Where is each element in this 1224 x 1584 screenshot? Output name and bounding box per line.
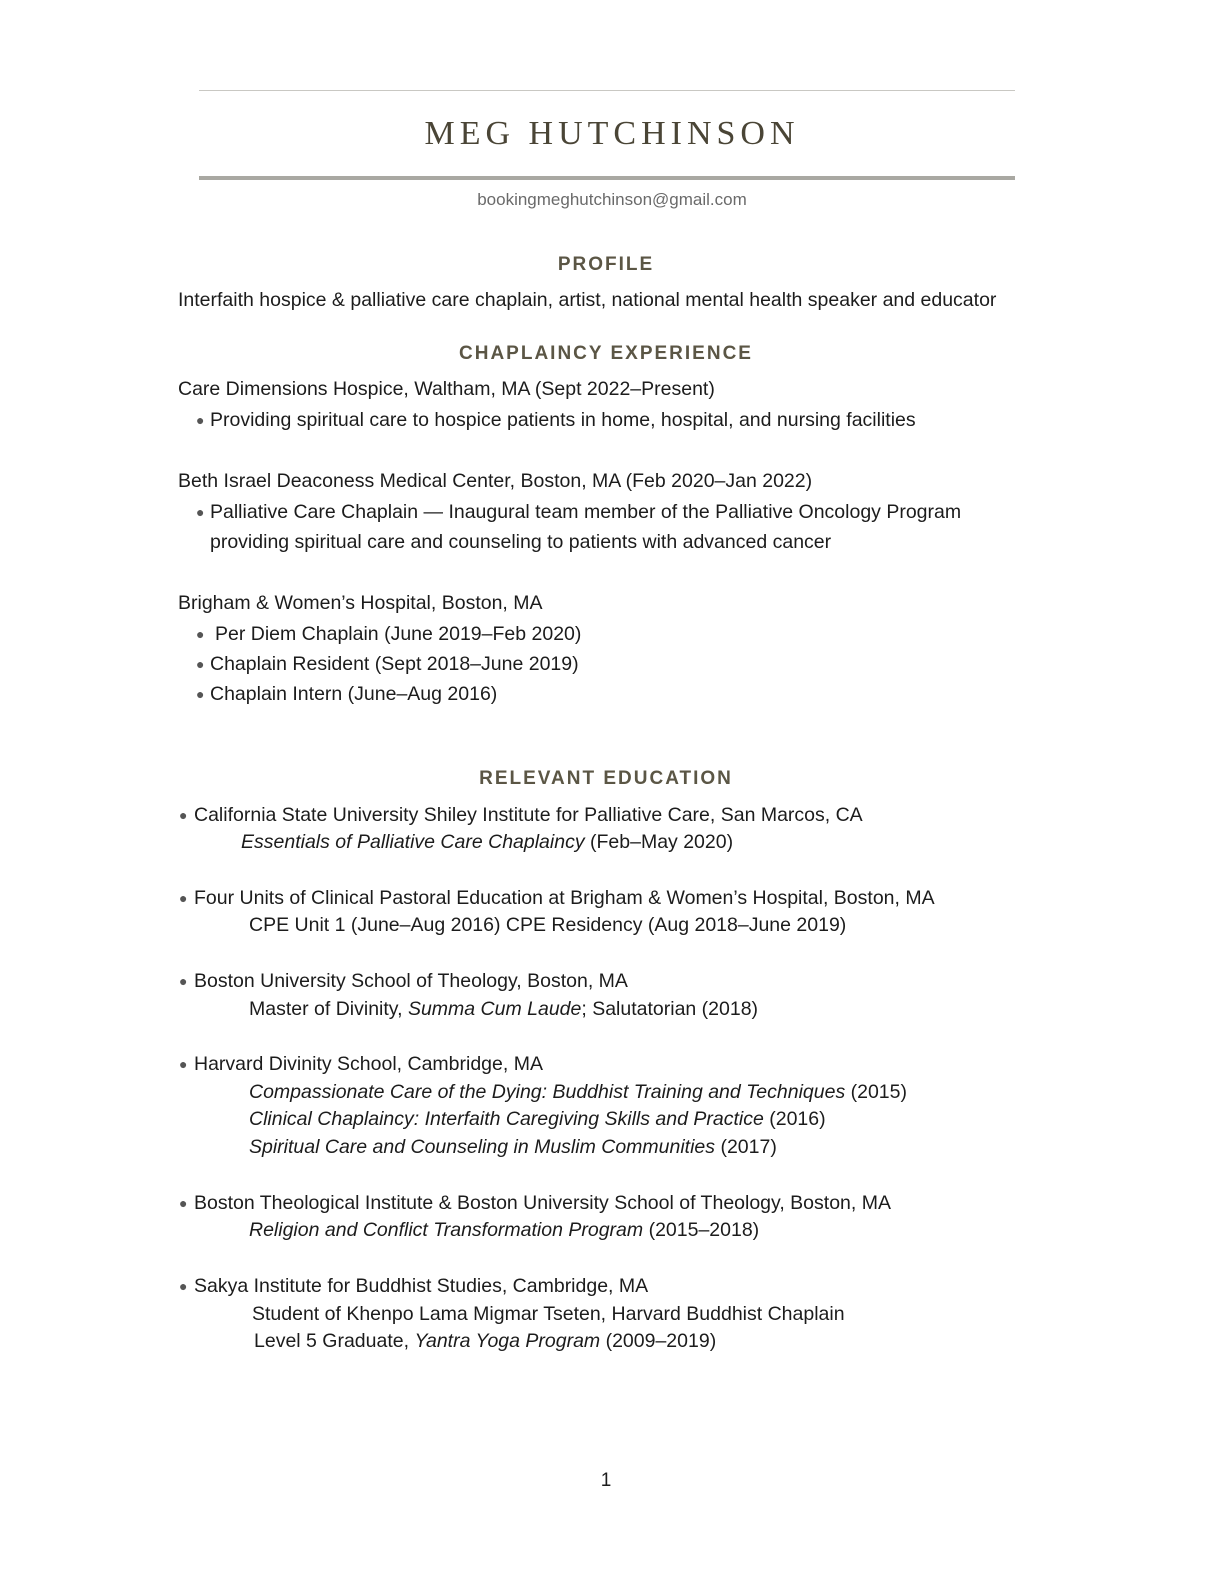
page-number: 1 [600,1470,612,1491]
grad-level: Level 5 Graduate, [254,1330,415,1352]
experience-org: Brigham & Women’s Hospital, Boston, MA [178,592,543,614]
course-year: (2016) [763,1108,826,1130]
education-detail [249,1134,777,1160]
education-detail: CPE Unit 1 (June–Aug 2016) CPE Residency (Aug 2018–June 2019) [249,914,847,936]
bullet-dot: ● [179,973,188,989]
education-detail [249,996,758,1022]
bullet-dot: ● [196,656,205,672]
email-address[interactable]: bookingmeghutchinson@gmail.com [477,190,747,209]
education-school: Harvard Divinity School, Cambridge, MA [194,1053,543,1075]
program-dates: (2015–2018) [643,1219,760,1241]
bullet-dot: ● [179,807,188,823]
experience-org: Beth Israel Deaconess Medical Center, Boston, MA (Feb 2020–Jan 2022) [178,470,813,492]
bullet-dot: ● [196,412,205,428]
header-bottom-rule [199,176,1015,180]
education-school: Boston Theological Institute & Boston University School of Theology, Boston, MA [194,1192,891,1214]
program-dates: (2009–2019) [600,1330,717,1352]
experience-bullet: Palliative Care Chaplain — Inaugural team member of the Palliative Oncology Program [210,501,962,523]
experience-bullet-continuation: providing spiritual care and counseling to patients with advanced cancer [210,531,832,553]
education-heading: RELEVANT EDUCATION [479,768,733,789]
experience-bullet: Chaplain Resident (Sept 2018–June 2019) [210,653,579,675]
profile-text: Interfaith hospice & palliative care chaplain, artist, national mental health speaker and educator [178,289,997,311]
course-year: (2017) [715,1136,777,1158]
program-title: Religion and Conflict Transformation Program [249,1219,644,1241]
experience-bullet: Per Diem Chaplain (June 2019–Feb 2020) [215,623,582,645]
education-school: California State University Shiley Institute for Palliative Care, San Marcos, CA [194,804,863,826]
experience-bullet: Providing spiritual care to hospice patients in home, hospital, and nursing facilities [210,409,916,431]
course-dates: (Feb–May 2020) [584,831,734,853]
education-school: Sakya Institute for Buddhist Studies, Cambridge, MA [194,1275,649,1297]
education-school: Four Units of Clinical Pastoral Education at Brigham & Women’s Hospital, Boston, MA [194,887,935,909]
header-top-rule [199,90,1015,91]
experience-org: Care Dimensions Hospice, Waltham, MA (Sept 2022–Present) [178,378,715,400]
experience-heading: CHAPLAINCY EXPERIENCE [459,343,753,364]
course-year: (2015) [845,1081,907,1103]
course-title: Essentials of Palliative Care Chaplaincy [241,831,585,853]
course-title: Clinical Chaplaincy: Interfaith Caregiving Skills and Practice [249,1108,764,1130]
bullet-dot: ● [196,504,205,520]
bullet-dot: ● [179,1278,188,1294]
program-title: Yantra Yoga Program [414,1330,601,1352]
course-title: Spiritual Care and Counseling in Muslim Communities [249,1136,716,1158]
bullet-dot: ● [196,626,205,642]
education-detail [254,1328,716,1354]
profile-heading: PROFILE [557,254,655,275]
course-title: Compassionate Care of the Dying: Buddhist Training and Techniques [249,1081,846,1103]
education-detail [249,1079,907,1105]
bullet-dot: ● [179,890,188,906]
education-detail [241,829,733,855]
bullet-dot: ● [179,1056,188,1072]
education-detail [249,1217,759,1243]
experience-bullet: Chaplain Intern (June–Aug 2016) [210,683,498,705]
degree-name: Master of Divinity, [249,998,408,1020]
degree-honor: Summa Cum Laude [407,998,582,1020]
bullet-dot: ● [196,686,205,702]
education-detail: Student of Khenpo Lama Migmar Tseten, Harvard Buddhist Chaplain [252,1303,845,1325]
education-school: Boston University School of Theology, Boston, MA [194,970,628,992]
degree-rest: ; Salutatorian (2018) [581,998,759,1020]
education-detail [249,1106,826,1132]
bullet-dot: ● [179,1195,188,1211]
candidate-name: MEG HUTCHINSON [424,115,800,152]
